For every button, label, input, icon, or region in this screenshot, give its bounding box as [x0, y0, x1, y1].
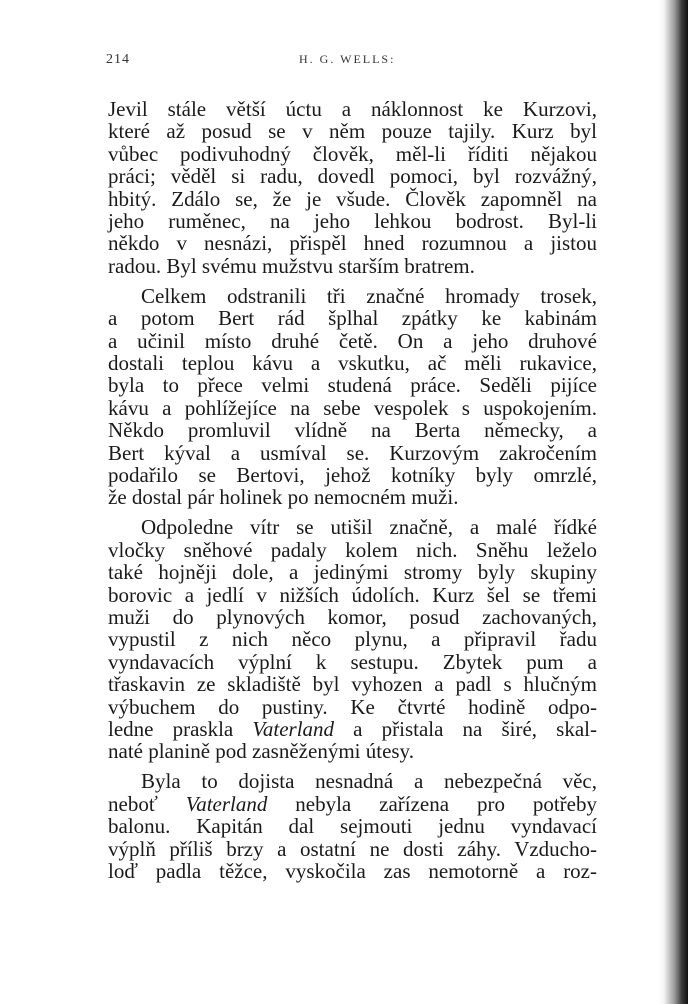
text-line: borovic a jedlí v nižších údolích. Kurz šel se třemi	[108, 582, 597, 607]
ship-name: Vaterland	[252, 716, 335, 741]
text-line: dostali teplou kávu a vskutku, ač měli rukavice,	[108, 350, 597, 375]
text-line: podařilo se Bertovi, jehož kotníky byly omrzlé,	[108, 463, 597, 487]
text-line: balonu. Kapitán dal sejmouti jednu vyndavací	[108, 814, 597, 839]
text-line: Odpoledne vítr se utišil značně, a malé řídké	[141, 515, 597, 540]
body-text	[108, 98, 597, 882]
text-line: Bert kýval a usmíval se. Kurzovým zakročením	[108, 440, 597, 465]
text-line: vyndavacích výplní k sestupu. Zbytek pum a	[108, 649, 597, 674]
text-line: vločky sněhové padaly kolem nich. Sněhu leželo	[108, 537, 597, 562]
text-line: práci; věděl si radu, dovedl pomoci, byl rozvážný,	[108, 164, 597, 189]
paragraph	[108, 770, 597, 882]
text-line: hbitý. Zdálo se, že je všude. Člověk zapomněl na	[108, 186, 597, 211]
text-line: třaskavin ze skladiště byl vyhozen a padl s hlučným	[108, 672, 597, 697]
text-line: muži do plynových komor, posud zachovaných,	[108, 604, 597, 629]
text-line: ledne praskla Vaterland a přistala na širé, skal-	[108, 716, 598, 741]
text-line: loď padla těžce, vyskočila zas nemotorně a roz-	[108, 858, 597, 883]
text-line: výbuchem do pustiny. Ke čtvrté hodině odpo-	[108, 694, 597, 719]
text-line: někdo v nesnázi, přispěl hned rozumnou a jistou	[108, 231, 597, 256]
text-line: naté planině pod zasněženými útesy.	[108, 739, 414, 764]
text-line: také hojněji dole, a jedinými stromy byly skupiny	[108, 560, 597, 585]
page-number: 214	[106, 52, 130, 67]
paragraph	[108, 98, 597, 277]
text-line: neboť Vaterland nebyla zařízena pro potřeby	[108, 791, 597, 816]
text-line: kávu a pohlížejíce na sebe vespolek s uspokojením.	[108, 395, 597, 420]
paragraph	[108, 516, 597, 762]
text-line: byla to přece velmi studená práce. Seděli pijíce	[108, 373, 597, 398]
text-line: radou. Byl svému mužstvu starším bratrem.	[108, 253, 475, 278]
text-line: a učinil místo druhé četě. On a jeho druhové	[108, 328, 597, 353]
text-line: které až posud se v něm pouze tajily. Kurz byl	[108, 119, 597, 144]
running-head: H. G. WELLS:	[299, 52, 396, 66]
text-line: vůbec podivuhodný člověk, měl-li říditi nějakou	[108, 141, 597, 166]
text-line: výplň příliš brzy a ostatní ne dosti záhy. Vzducho-	[108, 836, 597, 861]
text-line: Jevil stále větší úctu a náklonnost ke Kurzovi,	[108, 97, 597, 121]
text-line: Někdo promluvil vlídně na Berta německy, a	[108, 418, 597, 443]
paragraph	[108, 285, 597, 509]
text-line: Byla to dojista nesnadná a nebezpečná věc,	[141, 769, 597, 794]
page-header	[106, 52, 606, 72]
text-line: vypustil z nich něco plynu, a připravil řadu	[108, 627, 597, 652]
text-line: jeho ruměnec, na jeho lehkou bodrost. Byl-li	[108, 209, 597, 234]
ship-name: Vaterland	[185, 791, 268, 816]
text-line: že dostal pár holinek po nemocném muži.	[108, 485, 459, 510]
page-edge-shadow	[658, 0, 688, 1004]
text-line: Celkem odstranili tři značné hromady trosek,	[141, 283, 597, 308]
text-line: a potom Bert rád šplhal zpátky ke kabinám	[108, 306, 597, 331]
